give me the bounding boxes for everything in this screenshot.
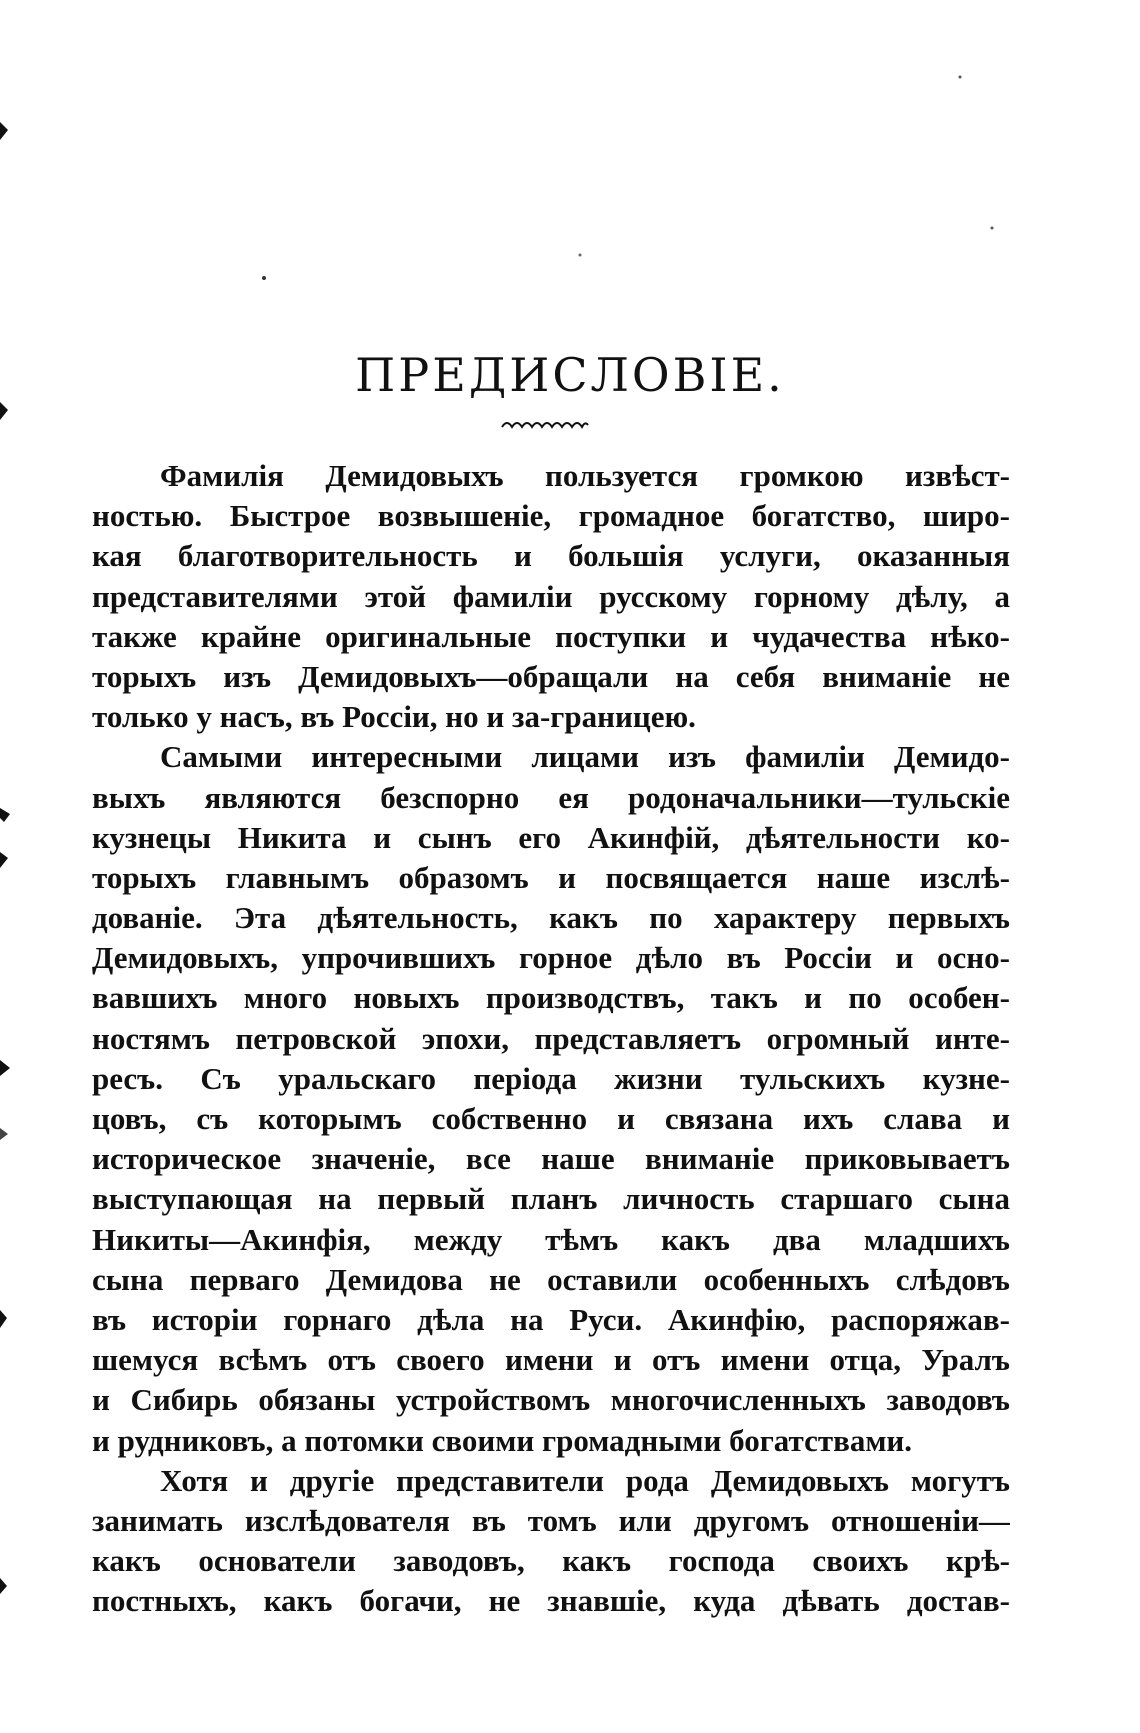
- text-line: кузнецы Никита и сынъ его Акинфій, дѣятельности ко-: [92, 819, 1010, 855]
- text-line: какъ основатели заводовъ, какъ господа своихъ крѣ-: [92, 1543, 1010, 1579]
- text-line: только у насъ, въ Россіи, но и за-границею.: [92, 699, 696, 735]
- text-line: шемуся всѣмъ отъ своего имени и отъ имени отца, Уралъ: [92, 1342, 1010, 1378]
- text-line: цовъ, съ которымъ собственно и связана ихъ слава и: [92, 1101, 1010, 1136]
- margin-speck: [0, 1128, 8, 1140]
- text-line: Самыми интересными лицами изъ фамиліи Демидо-: [160, 739, 1010, 775]
- text-line: вавшихъ много новыхъ производствъ, такъ и по особен-: [92, 980, 1010, 1016]
- text-line: и рудниковъ, а потомки своими громадными богатствами.: [92, 1422, 913, 1458]
- title-ornament: [500, 415, 590, 431]
- text-line: ностямъ петровской эпохи, представляетъ огромный инте-: [92, 1020, 1010, 1056]
- body-text: [92, 456, 1010, 1621]
- text-line: Хотя и другіе представители рода Демидовыхъ могутъ: [160, 1462, 1010, 1498]
- text-line: занимать изслѣдователя въ томъ или другомъ отношеніи—: [92, 1502, 1010, 1538]
- margin-speck: [0, 402, 8, 420]
- margin-speck: [0, 1310, 7, 1328]
- dust-speck: [991, 227, 994, 230]
- page-title: ПРЕДИСЛОВІЕ.: [355, 348, 785, 402]
- text-line: представителями этой фамиліи русскому горному дѣлу, а: [92, 578, 1010, 614]
- text-line: также крайне оригинальные поступки и чудачества нѣко-: [92, 618, 1010, 654]
- text-line: Никиты—Акинфія, между тѣмъ какъ два младшихъ: [92, 1221, 1010, 1257]
- text-line: ностью. Быстрое возвышеніе, громадное богатство, широ-: [92, 498, 1010, 534]
- dust-speck: [262, 276, 266, 280]
- dust-speck: [959, 76, 962, 79]
- text-line: въ исторіи горнаго дѣла на Руси. Акинфію, распоряжав-: [92, 1301, 1010, 1337]
- text-line: постныхъ, какъ богачи, не знавшіе, куда дѣвать достав-: [92, 1583, 1010, 1619]
- text-line: кая благотворительность и большія услуги, оказанныя: [92, 538, 1010, 574]
- margin-speck: [0, 1578, 7, 1594]
- text-line: Демидовыхъ, упрочившихъ горное дѣло въ Россіи и осно-: [92, 940, 1010, 976]
- margin-speck: [0, 852, 8, 868]
- margin-speck: [0, 122, 8, 140]
- text-line: историческое значеніе, все наше вниманіе приковываетъ: [92, 1141, 1010, 1177]
- text-line: Фамилія Демидовыхъ пользуется громкою извѣст-: [160, 458, 1010, 493]
- margin-speck: [0, 1060, 10, 1076]
- text-line: торыхъ изъ Демидовыхъ—обращали на себя вниманіе не: [92, 658, 1010, 694]
- text-line: выступающая на первый планъ личность старшаго сына: [92, 1181, 1010, 1217]
- margin-speck: [0, 808, 10, 822]
- text-line: сына перваго Демидова не оставили особенныхъ слѣдовъ: [92, 1261, 1010, 1297]
- text-line: выхъ являются безспорно ея родоначальники—тульскіе: [92, 779, 1010, 815]
- dust-speck: [579, 254, 582, 257]
- text-line: и Сибирь обязаны устройствомъ многочисленныхъ заводовъ: [92, 1382, 1010, 1418]
- text-line: торыхъ главнымъ образомъ и посвящается наше изслѣ-: [92, 859, 1010, 895]
- text-line: дованіе. Эта дѣятельность, какъ по характеру первыхъ: [92, 900, 1010, 936]
- text-line: ресъ. Съ уральскаго періода жизни тульскихъ кузне-: [92, 1060, 1010, 1096]
